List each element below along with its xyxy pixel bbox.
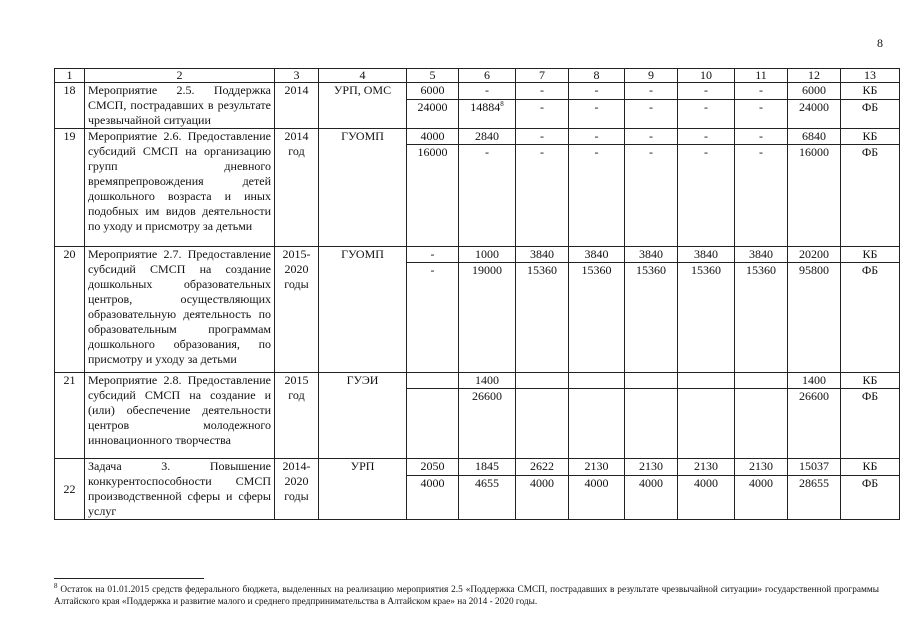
cell-v10	[678, 389, 735, 459]
cell-v7: -	[516, 129, 569, 145]
row-number: 21	[55, 373, 85, 459]
cell-v10: 3840	[678, 247, 735, 263]
column-header: 13	[841, 69, 900, 83]
cell-v6: -	[459, 83, 516, 100]
cell-v12: 95800	[788, 263, 841, 373]
column-header: 5	[407, 69, 459, 83]
cell-v10	[678, 373, 735, 389]
cell-v12: 1400	[788, 373, 841, 389]
footnote	[54, 581, 879, 608]
cell-v7	[516, 373, 569, 389]
period: 2014-2020 годы	[275, 459, 319, 520]
cell-v13: КБ	[841, 83, 900, 100]
column-header: 6	[459, 69, 516, 83]
program-table	[54, 68, 900, 520]
period: 2015-2020 годы	[275, 247, 319, 373]
table-row	[55, 373, 900, 389]
period: 2015 год	[275, 373, 319, 459]
cell-v12: 20200	[788, 247, 841, 263]
cell-v5: 24000	[407, 99, 459, 128]
table-row	[55, 129, 900, 145]
cell-v12: 24000	[788, 99, 841, 128]
executor: УРП	[319, 459, 407, 520]
cell-v11	[735, 389, 788, 459]
column-header: 3	[275, 69, 319, 83]
column-header: 11	[735, 69, 788, 83]
row-number: 22	[55, 459, 85, 520]
cell-v7: -	[516, 83, 569, 100]
cell-v11: -	[735, 145, 788, 247]
cell-v13: ФБ	[841, 145, 900, 247]
cell-v6: 19000	[459, 263, 516, 373]
table-row	[55, 247, 900, 263]
cell-v9: -	[625, 145, 678, 247]
cell-v8: -	[569, 99, 625, 128]
cell-v8: -	[569, 129, 625, 145]
footnote-text: Остаток на 01.01.2015 средств федерального бюджета, выделенных на реализацию мероприятия 2.5 «Поддержка СМСП, пострадавших в результате чрезвычайной ситуации» государственной программы Алтайского края «Поддержка и развитие малого и среднего предпринимательства в Алтайском крае» на 2014 - 2020 годы.	[54, 585, 879, 607]
cell-v5: 16000	[407, 145, 459, 247]
executor: ГУОМП	[319, 247, 407, 373]
cell-v5: 4000	[407, 129, 459, 145]
cell-v8: -	[569, 83, 625, 100]
cell-v10: 15360	[678, 263, 735, 373]
cell-v6: 1400	[459, 373, 516, 389]
cell-v13: ФБ	[841, 476, 900, 520]
cell-v12: 6840	[788, 129, 841, 145]
column-header: 7	[516, 69, 569, 83]
cell-v5: -	[407, 263, 459, 373]
footnote-ref: 8	[500, 99, 504, 108]
cell-v8: 15360	[569, 263, 625, 373]
table-row	[55, 459, 900, 476]
period: 2014 год	[275, 129, 319, 247]
cell-v5: -	[407, 247, 459, 263]
cell-v9: 15360	[625, 263, 678, 373]
cell-v7: 15360	[516, 263, 569, 373]
footnote-marker: 8	[54, 581, 58, 590]
cell-v6: 4655	[459, 476, 516, 520]
column-header: 1	[55, 69, 85, 83]
cell-v7	[516, 389, 569, 459]
cell-v9: 4000	[625, 476, 678, 520]
footnote-separator	[54, 578, 204, 579]
executor: УРП, ОМС	[319, 83, 407, 129]
cell-v9: 2130	[625, 459, 678, 476]
cell-v7: -	[516, 99, 569, 128]
column-header: 2	[85, 69, 275, 83]
cell-v9	[625, 389, 678, 459]
measure-description: Мероприятие 2.5. Поддержка СМСП, пострадавших в результате чрезвычайной ситуации	[85, 83, 275, 129]
cell-v10: 2130	[678, 459, 735, 476]
cell-v9: -	[625, 129, 678, 145]
period: 2014	[275, 83, 319, 129]
cell-v13: КБ	[841, 247, 900, 263]
cell-v11	[735, 373, 788, 389]
measure-description: Задача 3. Повышение конкурентоспособности СМСП производственной сферы и сферы услуг	[85, 459, 275, 520]
cell-value: 14884	[470, 99, 501, 114]
cell-v9: 3840	[625, 247, 678, 263]
cell-v7: 4000	[516, 476, 569, 520]
table-row	[55, 83, 900, 100]
cell-v13: КБ	[841, 373, 900, 389]
measure-description: Мероприятие 2.8. Предоставление субсидий СМСП на создание и (или) обеспечение деятельности центров молодежного инновационного творчества	[85, 373, 275, 459]
cell-v11: -	[735, 99, 788, 128]
cell-v13: КБ	[841, 129, 900, 145]
measure-description: Мероприятие 2.6. Предоставление субсидий СМСП на организацию групп дневного времяпрепровождения детей дошкольного возраста и иных подобных им видов деятельности по уходу и присмотру за детьми	[85, 129, 275, 247]
page-number: 8	[877, 36, 883, 50]
executor: ГУОМП	[319, 129, 407, 247]
cell-v8: 4000	[569, 476, 625, 520]
cell-v10: -	[678, 129, 735, 145]
cell-v12: 26600	[788, 389, 841, 459]
cell-v5: 6000	[407, 83, 459, 100]
cell-v13: КБ	[841, 459, 900, 476]
cell-v11: -	[735, 129, 788, 145]
cell-v10: 4000	[678, 476, 735, 520]
cell-v11: 3840	[735, 247, 788, 263]
column-header: 4	[319, 69, 407, 83]
cell-v5: 4000	[407, 476, 459, 520]
cell-v6: 1000	[459, 247, 516, 263]
cell-v5: 2050	[407, 459, 459, 476]
column-header: 12	[788, 69, 841, 83]
row-number: 18	[55, 83, 85, 129]
cell-v11: -	[735, 83, 788, 100]
cell-v13: ФБ	[841, 263, 900, 373]
column-header: 8	[569, 69, 625, 83]
cell-v13: ФБ	[841, 389, 900, 459]
cell-v9: -	[625, 99, 678, 128]
header-row	[55, 69, 900, 83]
cell-v9	[625, 373, 678, 389]
cell-v12: 6000	[788, 83, 841, 100]
cell-v6: 26600	[459, 389, 516, 459]
row-number: 20	[55, 247, 85, 373]
cell-v6	[459, 99, 516, 128]
cell-v12: 16000	[788, 145, 841, 247]
row-number: 19	[55, 129, 85, 247]
cell-v11: 4000	[735, 476, 788, 520]
cell-v8: -	[569, 145, 625, 247]
cell-v7: 2622	[516, 459, 569, 476]
cell-v11: 15360	[735, 263, 788, 373]
cell-v6: -	[459, 145, 516, 247]
cell-v6: 1845	[459, 459, 516, 476]
cell-v12: 28655	[788, 476, 841, 520]
cell-v5	[407, 389, 459, 459]
cell-v7: 3840	[516, 247, 569, 263]
measure-description: Мероприятие 2.7. Предоставление субсидий СМСП на создание дошкольных образовательных центров, осуществляющих образовательную деятельность по образовательным программам дошкольного образования, по присмотру и уходу за детьми	[85, 247, 275, 373]
cell-v8: 3840	[569, 247, 625, 263]
cell-v9: -	[625, 83, 678, 100]
cell-v13: ФБ	[841, 99, 900, 128]
executor: ГУЭИ	[319, 373, 407, 459]
cell-v5	[407, 373, 459, 389]
cell-v6: 2840	[459, 129, 516, 145]
cell-v8	[569, 389, 625, 459]
cell-v12: 15037	[788, 459, 841, 476]
column-header: 9	[625, 69, 678, 83]
column-header: 10	[678, 69, 735, 83]
cell-v10: -	[678, 83, 735, 100]
cell-v7: -	[516, 145, 569, 247]
cell-v10: -	[678, 145, 735, 247]
cell-v8: 2130	[569, 459, 625, 476]
cell-v11: 2130	[735, 459, 788, 476]
cell-v8	[569, 373, 625, 389]
cell-v10: -	[678, 99, 735, 128]
